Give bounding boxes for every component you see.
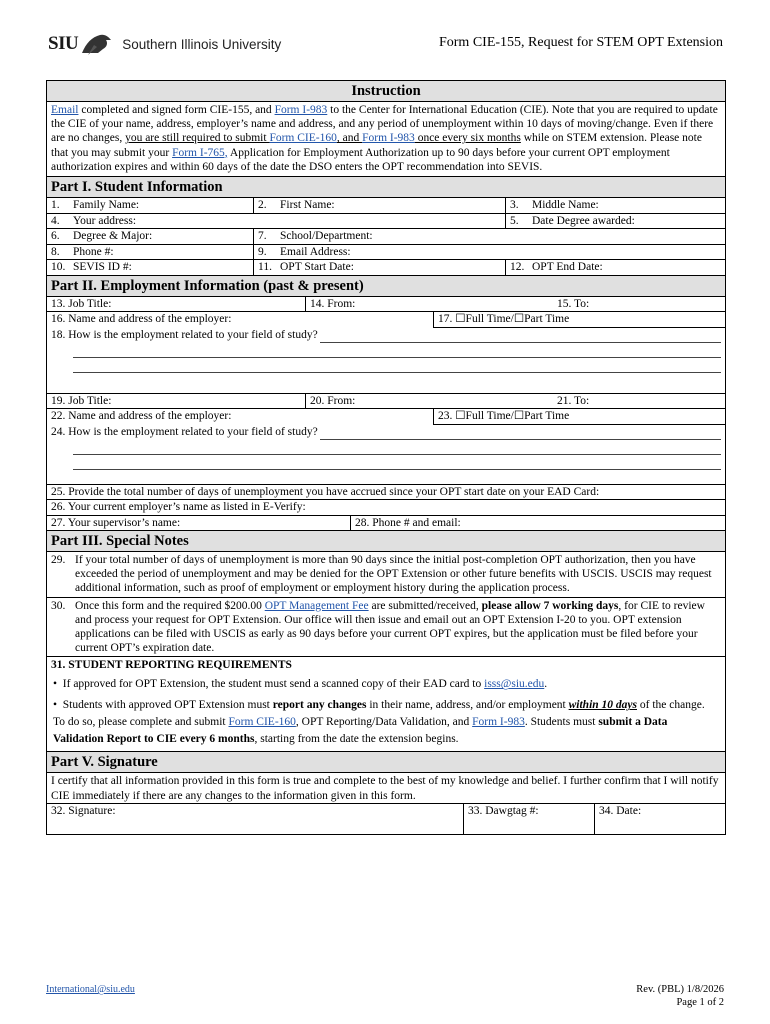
saluki-icon [80, 31, 114, 57]
footer-revision [636, 984, 724, 1009]
employment-type-field[interactable]: 17. ☐Full Time/☐Part Time [433, 312, 725, 328]
bullet-text: Students with approved OPT Extension must [62, 699, 273, 712]
part2-row-27 [47, 516, 725, 532]
instruction-text-part: while on STEM extension. Please note that you may submit your [51, 132, 702, 159]
email-address-label: Email Address: [280, 245, 351, 258]
answer-line[interactable] [73, 440, 721, 455]
siu-logo [48, 28, 281, 60]
part1-row-5 [47, 260, 725, 276]
family-name-label: Family Name: [73, 199, 140, 212]
form-cie160-link-2[interactable]: Form CIE-160 [228, 716, 296, 729]
bullet-bold: report any changes [272, 699, 367, 712]
part2-row-3 [47, 394, 725, 410]
job-title-field[interactable]: 13. Job Title: [51, 297, 112, 310]
part1-heading: Part I. Student Information [47, 177, 725, 198]
everify-employer-field[interactable]: 26. Your current employer’s name as listed in E-Verify: [51, 501, 306, 514]
email-link[interactable]: Email [51, 104, 79, 116]
opt-start-field[interactable]: 11. OPT Start Date: [253, 260, 505, 275]
instruction-heading: Instruction [47, 81, 725, 102]
bullet-text: If approved for OPT Extension, the student must send a scanned copy of their EAD card to [62, 678, 485, 691]
date-field[interactable]: 34. Date: [594, 804, 725, 834]
bullet-bold-italic: within 10 days [568, 699, 638, 712]
part5-heading: Part V. Signature [47, 752, 725, 773]
logo-mark: SIU [48, 33, 79, 54]
unemployment-days-field[interactable]: 25. Provide the total number of days of unemployment you have accrued since your OPT start date on your EAD Card: [51, 485, 600, 498]
part2-heading: Part II. Employment Information (past & present) [47, 276, 725, 297]
reporting-requirements-heading: 31. STUDENT REPORTING REQUIREMENTS [51, 659, 292, 672]
bullet-text: , OPT Reporting/Data Validation, and [295, 716, 473, 729]
field-study-label-2: 24. How is the employment related to your field of study? [51, 425, 318, 438]
instruction-text-part: to the Center for International Education (CIE). Note that you are required to update the CIE of your name, address, employer’s name and address, and any period of unemployment within 10 days of moving/change. Even if there are no changes, [51, 104, 718, 145]
part2-row-26 [47, 500, 725, 516]
university-name: Southern Illinois University [122, 36, 282, 52]
form-body [46, 80, 726, 835]
note-30 [47, 598, 725, 658]
bullet-text: , starting from the date the extension begins. [254, 733, 459, 746]
note-number: 30. [51, 599, 66, 612]
supervisor-name-field[interactable]: 27. Your supervisor’s name: [51, 516, 181, 529]
bullet-icon: • [53, 699, 63, 712]
note-text-part: , for CIE to review and process your request for OPT Extension. Our office will then issue and email out an OPT Extension I-20 to you. OPT extension applications can be filed with USCIS as early as 90 days before your current OPT expires, but the application must be filed before your current OPT’s expiration date. [75, 599, 705, 655]
bullet-text: of the change. To do so, please complete and submit [53, 699, 705, 729]
opt-end-field[interactable]: 12. OPT End Date: [505, 260, 725, 275]
job-title-field-2[interactable]: 19. Job Title: [51, 394, 112, 407]
employer-field-2[interactable]: 22. Name and address of the employer: [51, 410, 232, 423]
part2-row-1 [47, 297, 725, 313]
family-name-field[interactable]: 1. Family Name: [51, 199, 140, 212]
note-31 [47, 657, 725, 752]
part3-heading: Part III. Special Notes [47, 531, 725, 552]
part2-row-4 [47, 409, 725, 425]
degree-major-label: Degree & Major: [73, 230, 153, 243]
certification-text: I certify that all information provided in this form is true and complete to the best of my knowledge and belief. I further confirm that I will notify CIE immediately if there are any changes to the information given in this form. [51, 775, 719, 802]
page-number: Page 1 of 2 [676, 996, 724, 1008]
signature-field[interactable]: 32. Signature: [51, 804, 116, 817]
sevis-id-label: SEVIS ID #: [73, 261, 132, 274]
address-field[interactable]: 4. Your address: [51, 214, 137, 227]
footer-email-link[interactable]: International@siu.edu [46, 984, 135, 995]
form-i983-link-3[interactable]: Form I-983 [472, 716, 525, 729]
instruction-text [47, 102, 725, 177]
address-label: Your address: [73, 214, 137, 227]
instruction-text-part: Application for Employment Authorization up to 90 days before your current OPT employment authorization expires and within 60 days of the date the DSO enters the OPT recommendation into SEVIS. [51, 146, 670, 173]
part2-row-2 [47, 312, 725, 328]
middle-name-label: Middle Name: [532, 199, 599, 212]
part2-row-25 [47, 485, 725, 501]
field-study-block-2 [47, 425, 725, 485]
part1-row-1 [47, 198, 725, 214]
note-number: 29. [51, 554, 66, 567]
signature-row [47, 803, 725, 834]
form-title: Form CIE-155, Request for STEM OPT Extension [438, 35, 723, 50]
opt-fee-link[interactable]: OPT Management Fee [264, 599, 369, 612]
revision-text: Rev. (PBL) 1/8/2026 [636, 984, 724, 995]
note-text-part: Once this form and the required $200.00 [75, 599, 265, 612]
school-dept-label: School/Department: [280, 230, 373, 243]
bullet-text: . Students must [524, 716, 599, 729]
answer-line[interactable] [73, 455, 721, 470]
to-date-field[interactable]: 15. To: [557, 297, 590, 310]
sevis-id-field[interactable]: 10. SEVIS ID #: [51, 261, 132, 274]
note-text-part: are submitted/received, [368, 599, 482, 612]
form-i765-link[interactable]: Form I-765, [172, 146, 228, 159]
middle-name-field[interactable]: 3. Middle Name: [505, 198, 725, 213]
form-i983-link[interactable]: Form I-983 [274, 104, 328, 116]
form-i983-link-2[interactable]: Form I-983 [362, 132, 415, 145]
note-30-text [75, 599, 721, 656]
part1-row-3 [47, 229, 725, 245]
field-study-row-2 [47, 425, 725, 440]
dawgtag-field[interactable]: 33. Dawgtag #: [463, 804, 594, 834]
opt-start-label: OPT Start Date: [280, 261, 354, 274]
field-study-block [47, 328, 725, 394]
first-name-label: First Name: [280, 199, 335, 212]
part1-row-4 [47, 245, 725, 261]
degree-major-field[interactable]: 6. Degree & Major: [51, 230, 153, 243]
phone-label: Phone #: [73, 245, 114, 258]
employer-field[interactable]: 16. Name and address of the employer: [51, 313, 232, 326]
to-date-field-2[interactable]: 21. To: [557, 394, 590, 407]
field-study-label: 18. How is the employment related to your field of study? [51, 328, 318, 341]
field-study-input[interactable] [320, 328, 721, 343]
bullet-text: . [544, 678, 548, 691]
note-text-bold: please allow 7 working days [481, 599, 619, 612]
instruction-text-part: completed and signed form CIE-155, and [78, 104, 275, 116]
from-date-field-2[interactable]: 20. From: [305, 394, 545, 409]
date-degree-field[interactable]: 5. Date Degree awarded: [505, 214, 725, 229]
bullet-text: in their name, address, and/or employment [366, 699, 569, 712]
opt-end-label: OPT End Date: [532, 261, 603, 274]
date-degree-label: Date Degree awarded: [532, 214, 635, 227]
employment-type-field-2[interactable]: 23. ☐Full Time/☐Part Time [433, 409, 725, 425]
part1-row-2 [47, 214, 725, 230]
email-address-field[interactable]: 9. Email Address: [253, 245, 725, 260]
bullet-icon: • [53, 678, 63, 691]
field-study-input-2[interactable] [320, 425, 721, 440]
bullet-1 [47, 674, 725, 695]
school-dept-field[interactable]: 7. School/Department: [253, 229, 725, 244]
isss-email-link[interactable]: isss@siu.edu [484, 678, 545, 691]
instruction-text-part: you are still required to submit [125, 132, 270, 145]
phone-field[interactable]: 8. Phone #: [51, 245, 114, 258]
supervisor-contact-field[interactable]: 28. Phone # and email: [350, 516, 725, 531]
from-date-field[interactable]: 14. From: [305, 297, 545, 312]
answer-line[interactable] [73, 358, 721, 373]
note-29 [47, 552, 725, 598]
page-header [48, 28, 723, 60]
instruction-text-part: once every six months [414, 132, 521, 145]
first-name-field[interactable]: 2. First Name: [253, 198, 505, 213]
answer-line[interactable] [73, 343, 721, 358]
bullet-2 [47, 695, 725, 751]
instruction-text-part: , and [336, 132, 363, 145]
form-cie160-link[interactable]: Form CIE-160 [269, 132, 337, 145]
field-study-row [47, 328, 725, 343]
bullet-bold: submit a Data Validation Report to CIE every 6 months [53, 716, 668, 746]
note-29-text: If your total number of days of unemployment is more than 90 days since the initial post-completion OPT authorization, then you have exceeded the period of unemployment and may be denied for the OPT Extension or other future benefits with USCIS. USCIS may request additional information, such as proof of employment or employment history during the application process. [75, 554, 712, 595]
